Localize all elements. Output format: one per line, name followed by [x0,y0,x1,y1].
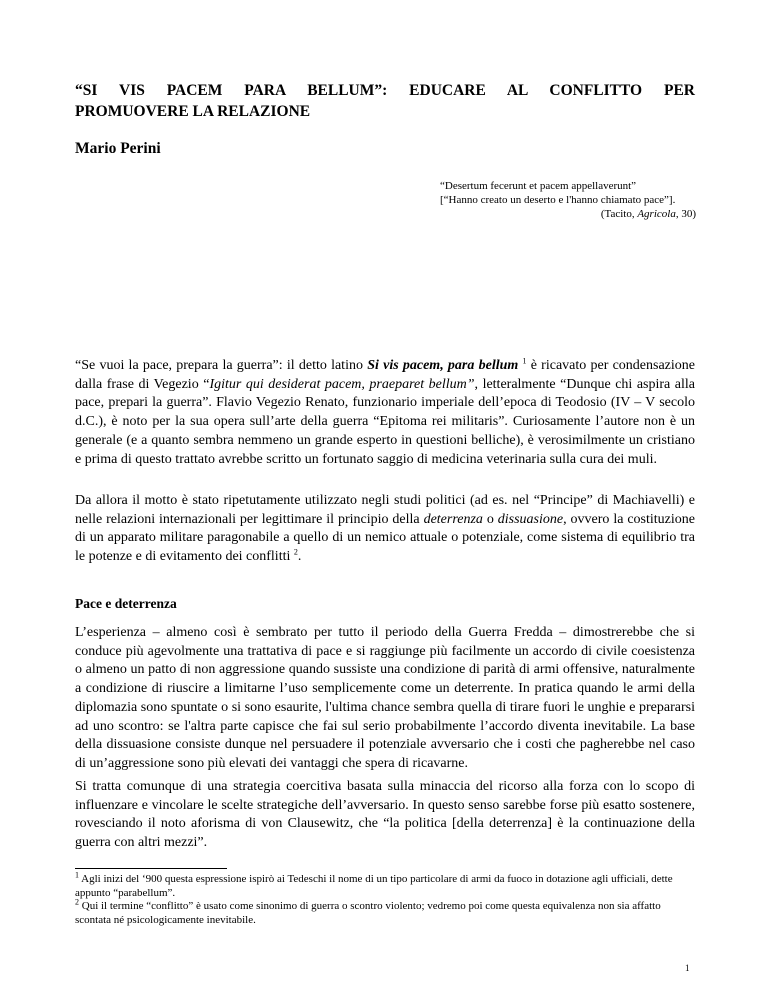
author-name: Mario Perini [75,140,161,157]
page-number: 1 [685,963,690,973]
footnote-number-2: 2 [75,897,79,907]
title-line-2: PROMUOVERE LA RELAZIONE [75,103,311,120]
footnote-2-text: Qui il termine “conflitto” è usato come sinonimo di guerra o scontro violento; vedremo poi come questa equivalenza non sia affatto scontata né psicologicamente inevitabile. [75,900,661,926]
section-heading: Pace e deterrenza [75,596,177,611]
epigraph-source-close: , 30) [675,208,696,220]
latin-motto: Si vis pacem, para bellum [367,358,519,373]
p2-text-c: o [482,511,498,527]
title-line-1: “SI VIS PACEM PARA BELLUM”: EDUCARE AL CONFLITTO PER [75,82,695,99]
footnote-number-1: 1 [75,870,79,880]
footnote-1 [75,870,695,900]
p2-text-e: , ovvero la costituzione di un apparato militare paragonabile a quello di un nemico attuale o potenziale, come sistema di equilibrio tra le potenze e di evitamento dei conflitti [75,511,695,565]
term-deterrenza: deterrenza [423,511,483,527]
epigraph-source-work: Agricola [637,208,676,220]
epigraph-source-open: (Tacito, [600,208,638,220]
p1-text-a: “Se vuoi la pace, prepara la guerra”: il detto latino [75,358,368,373]
footnote-2 [75,897,695,927]
p2-text-f: . [297,549,302,565]
paragraph-2 [75,492,695,567]
footnote-ref-2[interactable]: 2 [293,547,298,557]
epigraph [440,180,696,222]
p2-text-a: Da allora il motto è stato ripetutamente utilizzato negli studi politici (ad es. nel “Principe” di Machiavelli) e nelle relazioni internazionali per legittimare il principio della [75,493,695,527]
epigraph-source [440,208,696,222]
footnote-1-text: Agli inizi del ‘900 questa espressione ispirò ai Tedeschi il nome di un tipo particolare di armi da fuoco in dotazione agli ufficiali, dette appunto “parabellum”. [75,873,673,899]
footnote-separator [75,868,227,869]
epigraph-quote: “Desertum fecerunt et pacem appellaverunt” [440,180,637,192]
document-title [75,80,695,122]
vegezio-quote: Igitur qui desiderat pacem, praeparet bellum” [209,376,475,392]
p1-text-c: è ricavato per condensazione dalla frase di Vegezio “ [75,358,696,392]
paragraph-4: Si tratta comunque di una strategia coercitiva basata sulla minaccia del ricorso alla forza con lo scopo di influenzare e vincolare le scelte strategiche dell’avversario. In questo senso sarebbe forse più esatto sostenere, rovesciando il noto aforisma di von Clausewitz, che “la politica [della deterrenza] è la continuazione della guerra con altri mezzi”. [75,779,695,851]
footnotes [75,870,695,927]
term-dissuasione: dissuasione [497,511,564,527]
epigraph-translation: [“Hanno creato un deserto e l'hanno chiamato pace”]. [440,193,676,206]
footnote-ref-1[interactable]: 1 [522,356,527,366]
paragraph-3: L’esperienza – almeno così è sembrato per tutto il periodo della Guerra Fredda – dimostrerebbe che si conduce più agevolmente una trattativa di pace e si raggiunge più facilmente un accordo di civile coesistenza o almeno un patto di non aggressione quando sussiste una condizione di parità di armi offensive, naturalmente a condizione di riuscire a limitarne l’uso semplicemente come un deterrente. In pratica quando le armi della diplomazia sono spuntate o si sono esaurite, l'ultima chance sembra quella di tirare fuori le unghie e prepararsi ad uno scontro: se l'altra parte capisce che fai sul serio probabilmente l’accordo diventa inevitabile. La base della dissuasione consiste dunque nel persuadere il potenziale avversario che i costi che pagherebbe nel caso di un’aggressione sono più elevati dei vantaggi che spera di ricavarne. [75,625,695,771]
paragraph-1 [75,357,695,469]
p1-text-e: , letteralmente “Dunque chi aspira alla pace, prepari la guerra”. Flavio Vegezio Renato, funzionario imperiale dell’epoca di Teodosio (IV – V secolo d.C.), è noto per la sua opera sull’arte della guerra “Epitoma rei militaris”. Curiosamente l’autore non è un generale (e a quanto sembra nemmeno un grande esperto in questioni belliche), è verosimilmente un cristiano e prima di questo trattato avrebbe scritto un fortunato saggio di medicina veterinaria sulla cura dei muli. [75,376,695,467]
